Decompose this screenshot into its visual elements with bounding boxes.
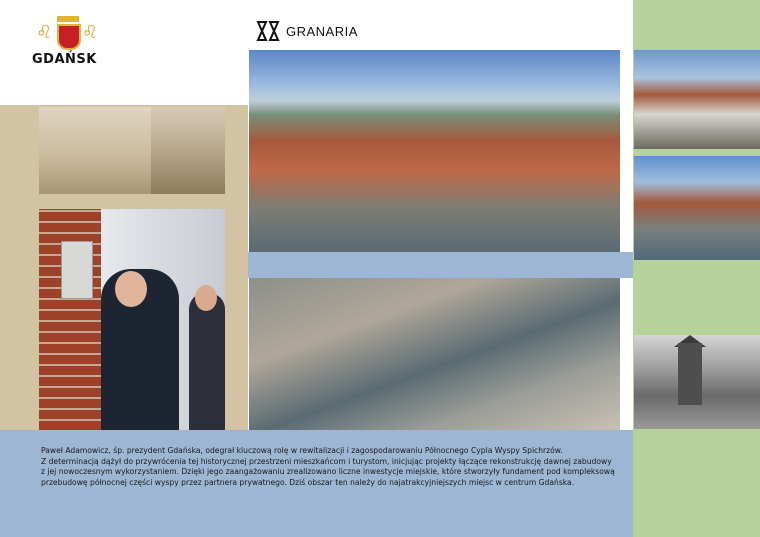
old-town-canal-photo <box>634 156 760 260</box>
granaria-wordmark: GRANARIA <box>286 23 358 39</box>
granaria-logo <box>256 20 358 42</box>
description-line: z jej nowoczesnym wykorzystaniem. Dzięki jego zaangażowaniu zrealizowano liczne inwestycje miejskie, które stworzyły fundament pod kompleksową <box>41 467 615 477</box>
crown-icon <box>57 16 79 22</box>
lion-icon: ♌ <box>36 22 53 43</box>
historic-building-photo <box>151 107 225 194</box>
person-head <box>115 271 147 307</box>
person-figure <box>189 293 225 430</box>
granaria-mark-icon <box>256 20 280 42</box>
gdansk-wordmark: GDAŃSK <box>32 52 97 67</box>
waterfront-buildings-photo <box>634 50 760 149</box>
description-line: Paweł Adamowicz, śp. prezydent Gdańska, odegrał kluczową rolę w rewitalizacji i zagospodarowaniu Północnego Cypla Wyspy Spichrzów. <box>41 446 563 455</box>
historic-harbor-photo <box>39 107 151 194</box>
granary-island-panorama-photo <box>249 50 620 252</box>
commemorative-plaque <box>61 241 93 299</box>
historic-tower-photo <box>634 335 760 429</box>
person-head <box>195 285 217 311</box>
blue-divider-panel <box>248 252 633 278</box>
description-line: przebudowę północnej części wyspy przez partnera prywatnego. Dziś obszar ten należy do najatrakcyjniejszych miejsc w centrum Gdańska. <box>41 477 575 487</box>
description-text <box>41 446 631 488</box>
description-line: Z determinacją dążył do przywrócenia tej historycznej przestrzeni mieszkańcom i turystom, inicjując projekty łączące rekonstrukcję dawnej zabudowy <box>41 456 612 466</box>
granary-island-aerial-photo <box>249 278 620 430</box>
shield-icon <box>57 24 81 50</box>
lion-icon: ♌ <box>81 22 98 43</box>
tower <box>678 343 702 405</box>
plaque-ceremony-photo <box>39 209 225 430</box>
